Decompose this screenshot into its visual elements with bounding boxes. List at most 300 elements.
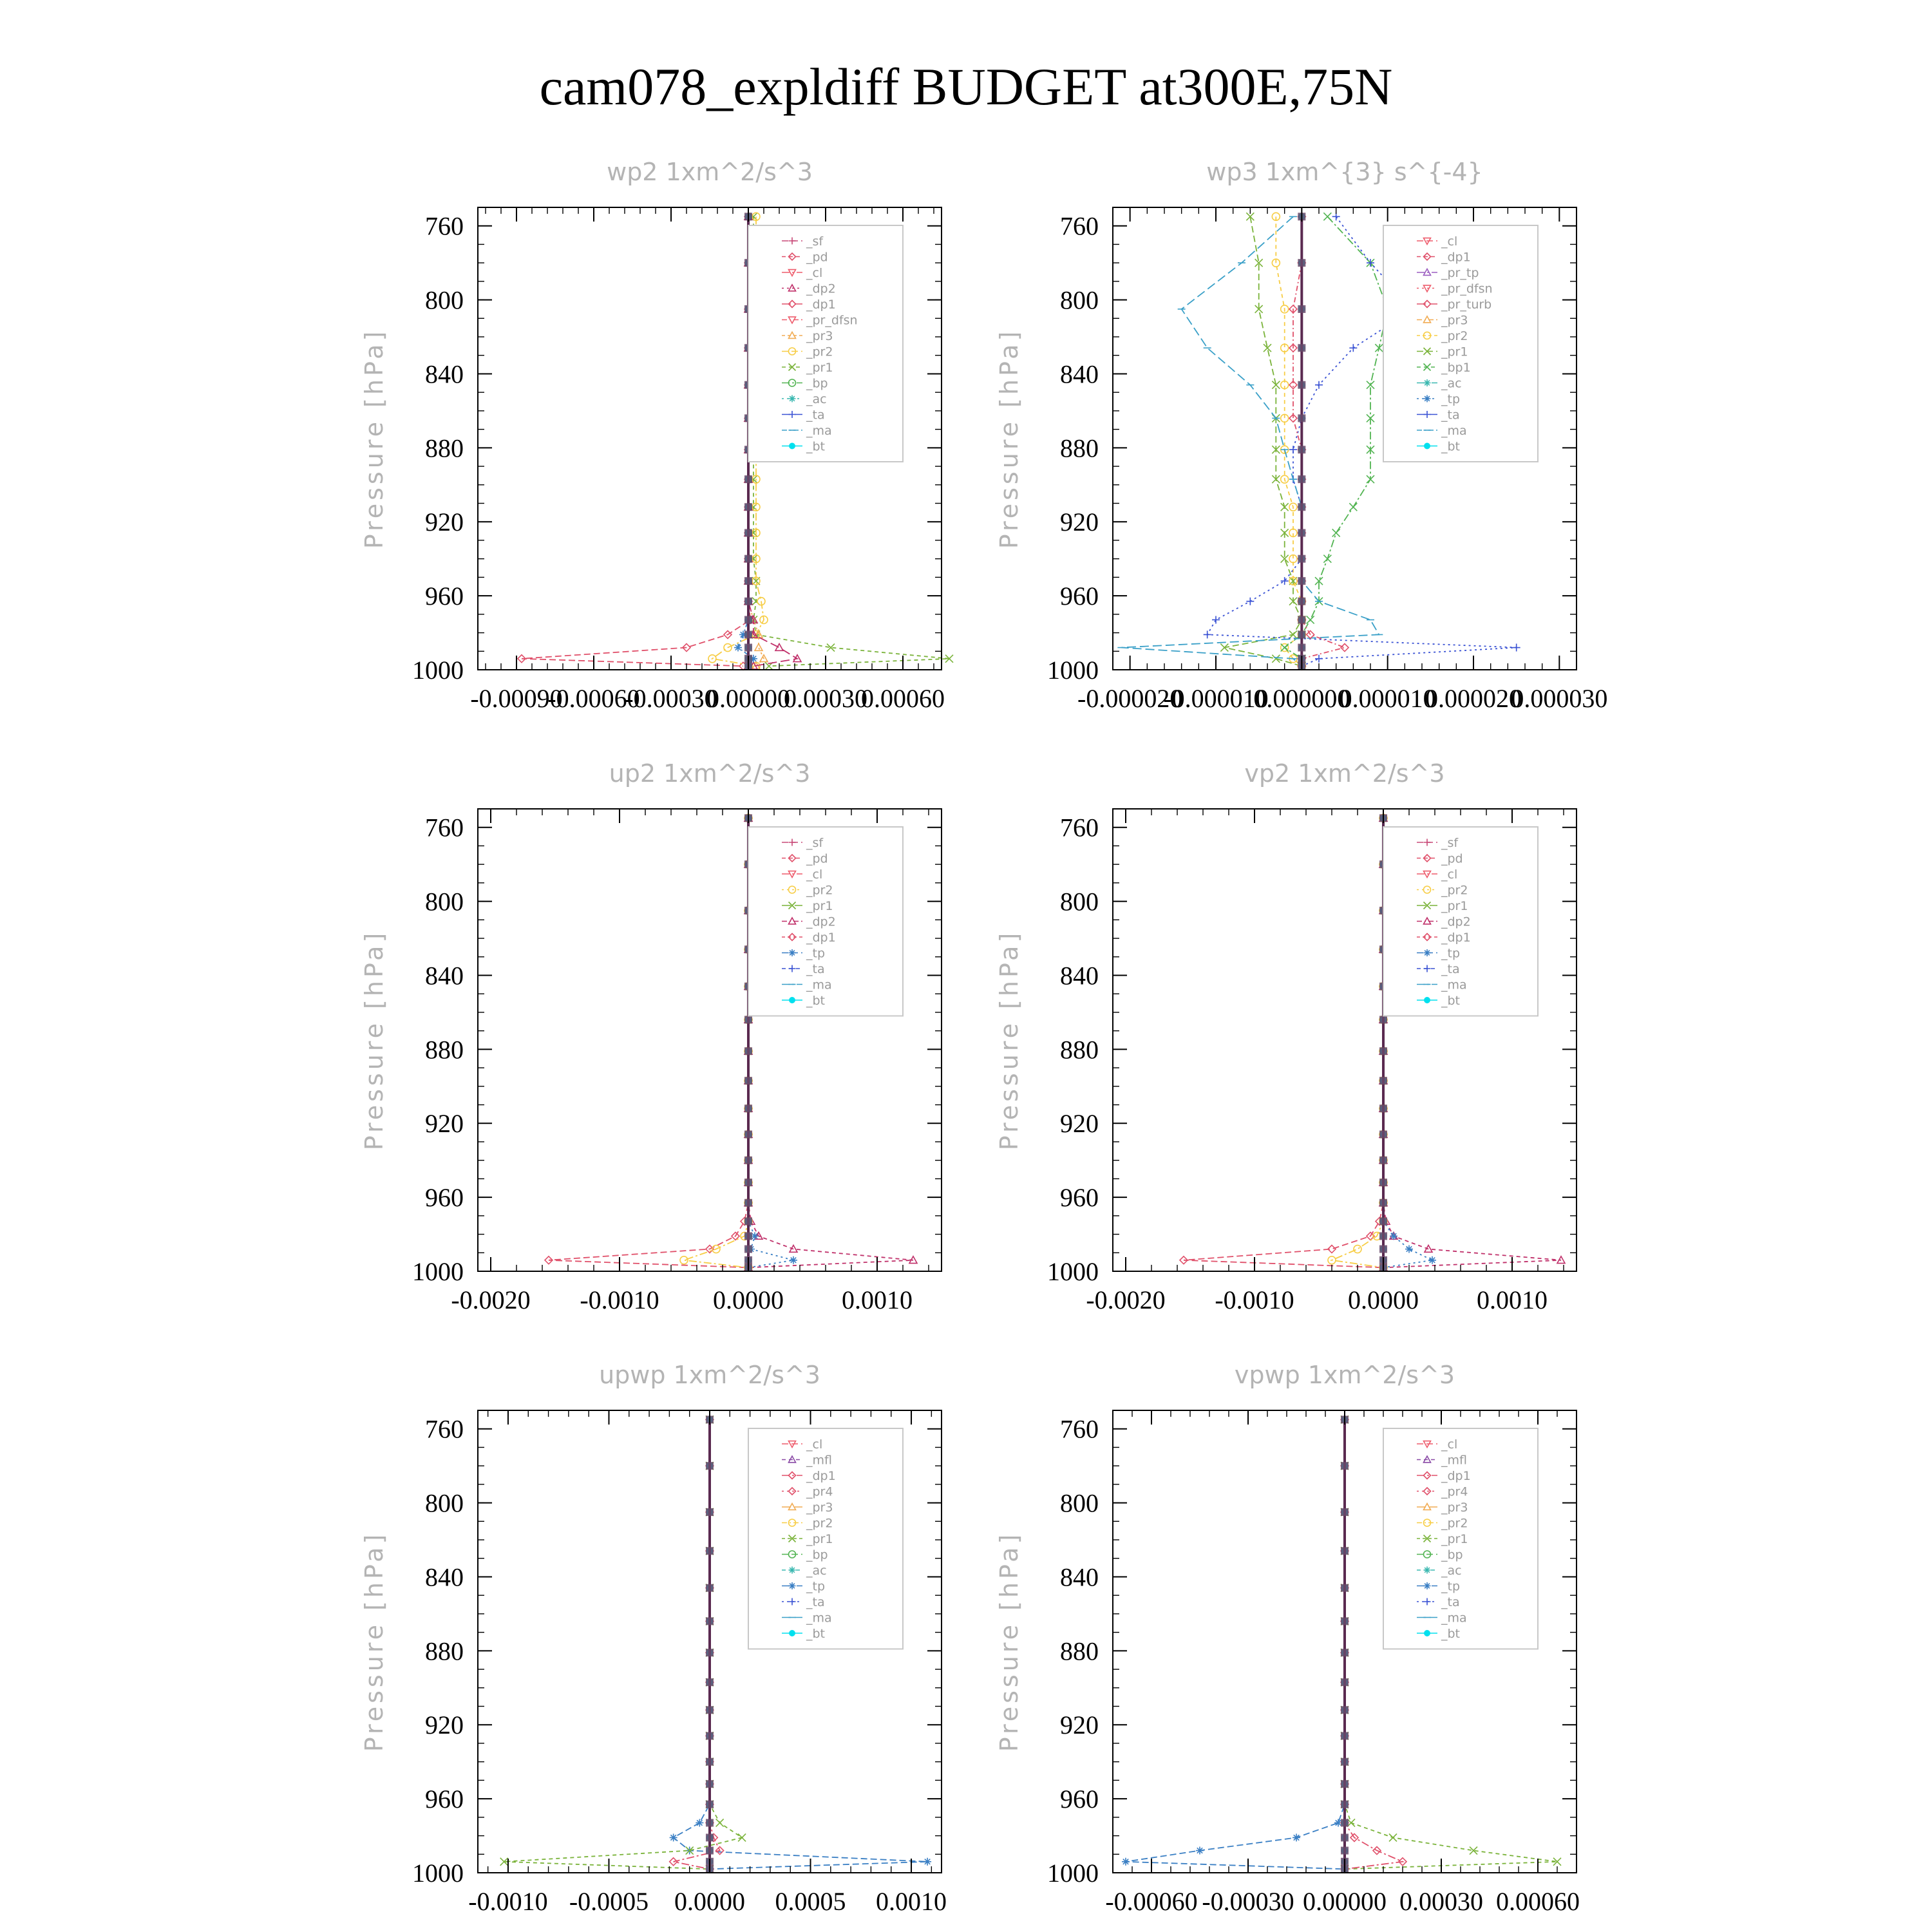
overlap-marker: [1341, 1780, 1349, 1788]
legend-label-_pr2: _pr2: [806, 883, 833, 898]
legend-label-_pr2: _pr2: [806, 345, 833, 359]
overlap-marker: [744, 1232, 752, 1240]
x-tick-label: 0.00030: [784, 684, 867, 713]
legend-label-_pr1: _pr1: [1441, 1532, 1468, 1546]
legend-label-_cl: _cl: [1441, 234, 1458, 249]
overlap-marker: [706, 1847, 714, 1855]
y-tick-label: 960: [1060, 582, 1099, 611]
legend-label-_tp: _tp: [1441, 392, 1461, 406]
legend-label-_bt: _bt: [1441, 994, 1461, 1008]
panel-6: [995, 1361, 1580, 1916]
overlap-marker: [744, 1047, 752, 1055]
overlap-marker: [1341, 1819, 1349, 1826]
x-tick-label: -0.0020: [451, 1285, 531, 1314]
legend-label-_dp2: _dp2: [1441, 914, 1471, 929]
y-tick-label: 960: [425, 582, 464, 611]
data-point-_tp: [1293, 1833, 1300, 1841]
panel-5: [360, 1361, 947, 1916]
overlap-marker: [1298, 644, 1305, 652]
y-axis-label: Pressure [hPa]: [995, 328, 1023, 549]
y-axis-label: Pressure [hPa]: [995, 1531, 1023, 1752]
legend: [1383, 827, 1538, 1016]
series-line-_dp1: [522, 216, 750, 666]
legend-label-_tp: _tp: [1441, 946, 1461, 961]
overlap-marker: [744, 616, 752, 623]
legend-marker-_bt: [789, 443, 795, 450]
overlap-marker: [1298, 381, 1305, 389]
y-axis-label: Pressure [hPa]: [360, 1531, 388, 1752]
legend-label-_dp1: _dp1: [1441, 1469, 1471, 1483]
legend-label-_cl: _cl: [806, 266, 823, 280]
y-tick-label: 1000: [1047, 1257, 1099, 1286]
legend-marker-_ac: [789, 395, 796, 402]
series-line-_pr2: [1276, 216, 1302, 666]
y-tick-label: 920: [425, 1710, 464, 1740]
overlap-marker: [706, 1547, 714, 1555]
data-point-_bp1: [1323, 213, 1331, 220]
legend-label-_ma: _ma: [1441, 424, 1467, 438]
legend-label-_mfl: _mfl: [1441, 1453, 1467, 1468]
legend-label-_tp: _tp: [806, 1579, 826, 1594]
legend-marker-_bt: [789, 997, 795, 1003]
legend-label-_ac: _ac: [806, 392, 827, 406]
legend-marker-_tp: [1424, 1582, 1431, 1589]
overlap-marker: [744, 1104, 752, 1112]
y-tick-label: 920: [1060, 1109, 1099, 1139]
legend-label-_bp1: _bp1: [1441, 361, 1471, 375]
overlap-marker: [1298, 259, 1305, 267]
x-tick-label: -0.00030: [625, 684, 717, 713]
legend-label-_pr4: _pr4: [806, 1484, 833, 1499]
data-point-_bp1: [1281, 644, 1289, 652]
legend-marker-_ac: [1424, 1567, 1431, 1574]
overlap-marker: [706, 1819, 714, 1826]
legend-label-_bt: _bt: [1441, 1627, 1461, 1641]
legend-label-_bt: _bt: [806, 439, 826, 454]
legend-label-_sf: _sf: [1441, 836, 1459, 850]
legend-marker-_tp: [789, 1582, 796, 1589]
y-tick-label: 920: [1060, 507, 1099, 537]
data-point-_dp2: [775, 644, 783, 651]
x-tick-label: 0.00060: [1496, 1887, 1580, 1916]
x-tick-label: -0.000010: [1163, 684, 1269, 713]
overlap-marker: [706, 1617, 714, 1625]
legend-label-_ma: _ma: [806, 1611, 832, 1625]
x-tick-label: 0.00060: [861, 684, 945, 713]
data-point-_pr1: [716, 1819, 724, 1826]
overlap-marker: [1341, 1847, 1349, 1855]
overlap-marker: [706, 1678, 714, 1686]
overlap-marker: [1341, 1801, 1349, 1808]
overlap-marker: [1298, 529, 1305, 536]
y-tick-label: 800: [425, 285, 464, 315]
y-tick-label: 1000: [1047, 1859, 1099, 1888]
legend-marker-_bt: [1424, 443, 1430, 450]
y-tick-label: 880: [425, 433, 464, 463]
legend: [748, 827, 903, 1016]
overlap-marker: [1379, 1179, 1387, 1186]
legend-label-_cl: _cl: [806, 1437, 823, 1452]
overlap-marker: [1298, 446, 1305, 453]
legend-label-_dp2: _dp2: [806, 281, 836, 296]
y-tick-label: 760: [425, 1414, 464, 1444]
legend-label-_ac: _ac: [1441, 1564, 1462, 1578]
legend-label-_ta: _ta: [1441, 1595, 1460, 1609]
series-line-_tp: [1126, 1419, 1345, 1869]
data-point-_pr1: [1272, 381, 1280, 389]
legend-label-_ta: _ta: [1441, 962, 1460, 976]
legend-label-_dp1: _dp1: [806, 298, 836, 312]
overlap-marker: [1379, 1104, 1387, 1112]
main-title: cam078_expldiff BUDGET at300E,75N: [539, 57, 1393, 116]
y-tick-label: 800: [425, 1488, 464, 1518]
legend-label-_bp: _bp: [1441, 1548, 1463, 1562]
legend-label-_cl: _cl: [1441, 867, 1458, 882]
legend-label-_ma: _ma: [806, 978, 832, 992]
legend-marker-_bt: [1424, 1630, 1430, 1636]
legend-label-_pr1: _pr1: [1441, 345, 1468, 359]
overlap-marker: [1379, 1217, 1387, 1225]
overlap-marker: [1341, 1706, 1349, 1714]
legend-label-_pr2: _pr2: [1441, 883, 1468, 898]
series-line-_pr2: [684, 818, 748, 1267]
y-tick-label: 960: [425, 1785, 464, 1814]
legend-marker-_ac: [789, 1567, 796, 1574]
x-tick-label: 0.0000: [713, 1285, 784, 1314]
series-line-_dp1: [549, 818, 748, 1267]
data-point-_pr2: [680, 1256, 688, 1264]
x-tick-label: 0.0005: [775, 1887, 846, 1916]
data-point-_tp: [670, 1833, 677, 1841]
legend-label-_ta: _ta: [806, 962, 825, 976]
legend-label-_ma: _ma: [1441, 978, 1467, 992]
legend-marker-_ac: [1424, 379, 1431, 386]
y-tick-label: 960: [1060, 1183, 1099, 1213]
legend: [748, 1428, 903, 1649]
y-tick-label: 920: [425, 507, 464, 537]
legend-label-_ta: _ta: [1441, 408, 1460, 422]
legend-label-_pr3: _pr3: [806, 329, 833, 343]
y-tick-label: 880: [1060, 1035, 1099, 1065]
panel-3: [360, 759, 942, 1314]
data-point-_tp: [1196, 1847, 1204, 1855]
x-tick-label: -0.00060: [1105, 1887, 1198, 1916]
overlap-marker: [706, 1584, 714, 1592]
y-tick-label: 1000: [412, 656, 464, 685]
overlap-marker: [744, 644, 752, 652]
x-tick-label: 0.0000: [674, 1887, 745, 1916]
legend-label-_tp: _tp: [1441, 1579, 1461, 1594]
panel-title: vpwp 1xm^2/s^3: [1234, 1361, 1455, 1389]
data-point-_tp: [923, 1858, 931, 1866]
x-tick-label: -0.0020: [1086, 1285, 1166, 1314]
overlap-marker: [706, 1758, 714, 1766]
legend: [1383, 225, 1538, 462]
legend-label-_pr2: _pr2: [806, 1516, 833, 1531]
overlap-marker: [744, 475, 752, 483]
legend-label-_pd: _pd: [1441, 851, 1463, 866]
x-tick-label: 0.000010: [1339, 684, 1436, 713]
legend-marker-_tp: [1424, 395, 1431, 402]
legend-marker-_bt: [1424, 997, 1430, 1003]
y-tick-label: 760: [1060, 813, 1099, 842]
y-tick-label: 960: [425, 1183, 464, 1213]
overlap-marker: [744, 1130, 752, 1138]
x-tick-label: -0.0005: [569, 1887, 649, 1916]
overlap-marker: [744, 1157, 752, 1164]
y-tick-label: 760: [1060, 1414, 1099, 1444]
overlap-marker: [1341, 1617, 1349, 1625]
y-tick-label: 760: [425, 211, 464, 241]
overlap-marker: [1341, 1547, 1349, 1555]
legend-label-_pr1: _pr1: [806, 1532, 833, 1546]
overlap-marker: [1341, 1508, 1349, 1516]
legend-label-_pr_tp: _pr_tp: [1441, 266, 1479, 280]
overlap-marker: [1298, 555, 1305, 563]
overlap-marker: [1298, 630, 1305, 638]
legend-label-_pr2: _pr2: [1441, 329, 1468, 343]
panel-4: [995, 759, 1577, 1314]
overlap-marker: [1341, 1678, 1349, 1686]
legend-label-_ac: _ac: [1441, 376, 1462, 391]
overlap-marker: [1379, 1130, 1387, 1138]
y-tick-label: 840: [425, 1562, 464, 1592]
overlap-marker: [706, 1801, 714, 1808]
legend-label-_pr4: _pr4: [1441, 1484, 1468, 1499]
legend-label-_ta: _ta: [806, 1595, 825, 1609]
overlap-marker: [744, 1179, 752, 1186]
y-tick-label: 880: [1060, 1636, 1099, 1666]
overlap-marker: [1341, 1649, 1349, 1656]
data-point-_tp: [1122, 1858, 1130, 1866]
legend-label-_pr_turb: _pr_turb: [1441, 298, 1492, 312]
overlap-marker: [1298, 305, 1305, 313]
x-tick-label: -0.0010: [580, 1285, 659, 1314]
y-axis-label: Pressure [hPa]: [360, 328, 388, 549]
overlap-marker: [744, 598, 752, 605]
y-tick-label: 760: [425, 813, 464, 842]
overlap-marker: [1379, 1047, 1387, 1055]
data-point-_ta: [1289, 446, 1297, 453]
legend-label-_bt: _bt: [806, 1627, 826, 1641]
y-tick-label: 1000: [412, 1859, 464, 1888]
legend-label-_pr_dfsn: _pr_dfsn: [806, 313, 858, 328]
legend-marker-_tp: [1424, 949, 1431, 956]
panel-title: upwp 1xm^2/s^3: [599, 1361, 820, 1389]
overlap-marker: [1341, 1758, 1349, 1766]
overlap-marker: [744, 503, 752, 511]
legend-label-_pr1: _pr1: [806, 899, 833, 913]
overlap-marker: [1379, 1077, 1387, 1084]
overlap-marker: [706, 1833, 714, 1841]
data-point-_bp1: [1332, 529, 1340, 536]
x-tick-label: 0.0010: [842, 1285, 913, 1314]
overlap-marker: [744, 1245, 752, 1253]
legend-label-_pr1: _pr1: [806, 361, 833, 375]
data-point-_pr1: [1272, 655, 1280, 663]
y-tick-label: 760: [1060, 211, 1099, 241]
legend-label-_sf: _sf: [806, 836, 824, 850]
legend-label-_dp1: _dp1: [1441, 250, 1471, 265]
data-point-_pr1: [1264, 344, 1271, 352]
overlap-marker: [1379, 1157, 1387, 1164]
overlap-marker: [1298, 577, 1305, 585]
overlap-marker: [744, 630, 752, 638]
data-point-_tp: [734, 644, 742, 652]
y-tick-label: 1000: [1047, 656, 1099, 685]
overlap-marker: [744, 577, 752, 585]
y-tick-label: 800: [1060, 887, 1099, 916]
panel-1: [360, 158, 953, 713]
legend-label-_bp: _bp: [806, 1548, 828, 1562]
overlap-marker: [1341, 1833, 1349, 1841]
panel-title: wp3 1xm^{3} s^{-4}: [1206, 158, 1483, 186]
panel-2: [995, 158, 1607, 713]
legend-label-_ac: _ac: [806, 1564, 827, 1578]
data-point-_tp: [1405, 1245, 1413, 1253]
y-tick-label: 840: [425, 961, 464, 990]
data-point-_pr2: [1354, 1245, 1361, 1253]
x-tick-label: -0.0010: [1215, 1285, 1294, 1314]
overlap-marker: [1298, 414, 1305, 422]
legend-label-_mfl: _mfl: [806, 1453, 832, 1468]
y-axis-label: Pressure [hPa]: [360, 929, 388, 1151]
legend-label-_pr3: _pr3: [806, 1501, 833, 1515]
legend-label-_ta: _ta: [806, 408, 825, 422]
overlap-marker: [1379, 1016, 1387, 1023]
data-point-_tp: [696, 1819, 703, 1826]
legend-label-_pr_dfsn: _pr_dfsn: [1441, 281, 1493, 296]
overlap-marker: [706, 1732, 714, 1739]
overlap-marker: [706, 1706, 714, 1714]
legend-label-_pr1: _pr1: [1441, 899, 1468, 913]
legend-label-_dp1: _dp1: [806, 931, 836, 945]
overlap-marker: [1341, 1462, 1349, 1470]
data-point-_dp1: [1341, 644, 1349, 652]
x-tick-label: 0.0010: [876, 1887, 947, 1916]
x-tick-label: -0.00060: [547, 684, 640, 713]
data-point-_bp1: [1323, 555, 1331, 563]
data-point-_tp: [1428, 1256, 1436, 1264]
y-tick-label: 800: [425, 887, 464, 916]
legend-label-_tp: _tp: [806, 946, 826, 961]
data-point-_pr1: [1281, 503, 1289, 511]
overlap-marker: [1298, 503, 1305, 511]
overlap-marker: [1341, 1584, 1349, 1592]
y-tick-label: 880: [425, 1636, 464, 1666]
overlap-marker: [1298, 344, 1305, 352]
legend-label-_pr2: _pr2: [1441, 1516, 1468, 1531]
y-tick-label: 920: [425, 1109, 464, 1139]
legend-label-_dp1: _dp1: [1441, 931, 1471, 945]
data-point-_ta: [1246, 598, 1254, 605]
overlap-marker: [744, 1016, 752, 1023]
overlap-marker: [706, 1780, 714, 1788]
data-point-_ta: [1513, 644, 1520, 652]
legend-label-_pr3: _pr3: [1441, 1501, 1468, 1515]
overlap-marker: [1379, 1199, 1387, 1207]
x-tick-label: 0.000030: [1511, 684, 1608, 713]
overlap-marker: [744, 1217, 752, 1225]
x-tick-label: 0.0000: [1348, 1285, 1419, 1314]
x-tick-label: -0.000020: [1077, 684, 1183, 713]
x-tick-label: 0.000020: [1425, 684, 1522, 713]
panel-title: wp2 1xm^2/s^3: [607, 158, 813, 186]
overlap-marker: [1379, 1245, 1387, 1253]
data-point-_ta: [1204, 630, 1211, 638]
legend-label-_dp1: _dp1: [806, 1469, 836, 1483]
x-tick-label: -0.00090: [470, 684, 563, 713]
data-point-_pr1: [738, 1833, 746, 1841]
legend-label-_ma: _ma: [1441, 1611, 1467, 1625]
overlap-marker: [744, 1199, 752, 1207]
data-point-_tp: [1390, 1232, 1397, 1240]
data-point-_pr3: [755, 644, 762, 651]
legend-label-_pd: _pd: [806, 851, 828, 866]
series-line-_dp1: [1184, 818, 1383, 1267]
data-point-_ta: [1281, 577, 1289, 585]
overlap-marker: [1298, 475, 1305, 483]
panel-title: up2 1xm^2/s^3: [609, 759, 811, 788]
legend-label-_pr3: _pr3: [1441, 313, 1468, 328]
y-tick-label: 800: [1060, 1488, 1099, 1518]
overlap-marker: [1298, 598, 1305, 605]
overlap-marker: [706, 1462, 714, 1470]
overlap-marker: [744, 555, 752, 563]
overlap-marker: [744, 1077, 752, 1084]
legend-marker-_tp: [789, 949, 796, 956]
data-point-_ta: [1212, 616, 1220, 623]
overlap-marker: [1379, 1232, 1387, 1240]
legend-label-_ma: _ma: [806, 424, 832, 438]
legend-label-_pd: _pd: [806, 250, 828, 265]
legend-marker-_bt: [789, 1630, 795, 1636]
y-axis-label: Pressure [hPa]: [995, 929, 1023, 1151]
y-tick-label: 840: [1060, 359, 1099, 389]
data-point-_bp1: [1307, 616, 1314, 623]
legend-label-_cl: _cl: [806, 867, 823, 882]
x-tick-label: 0.00000: [1303, 1887, 1387, 1916]
legend: [1383, 1428, 1538, 1649]
y-tick-label: 840: [1060, 1562, 1099, 1592]
y-tick-label: 880: [425, 1035, 464, 1065]
data-point-_ta: [1332, 213, 1340, 220]
data-point-_pr1: [1389, 1833, 1397, 1841]
series-line-_pr2: [1332, 818, 1383, 1267]
x-tick-label: 0.00000: [706, 684, 790, 713]
y-tick-label: 960: [1060, 1785, 1099, 1814]
legend: [748, 225, 903, 462]
data-point-_ta: [1315, 655, 1323, 663]
y-tick-label: 840: [1060, 961, 1099, 990]
x-tick-label: 0.000000: [1253, 684, 1350, 713]
legend-label-_bp: _bp: [806, 376, 828, 391]
overlap-marker: [706, 1508, 714, 1516]
data-point-_tp: [790, 1256, 797, 1264]
y-tick-label: 840: [425, 359, 464, 389]
overlap-marker: [706, 1649, 714, 1656]
overlap-marker: [1341, 1732, 1349, 1739]
legend-label-_cl: _cl: [1441, 1437, 1458, 1452]
legend-label-_bt: _bt: [806, 994, 826, 1008]
x-tick-label: 0.0010: [1477, 1285, 1548, 1314]
y-tick-label: 1000: [412, 1257, 464, 1286]
y-tick-label: 880: [1060, 433, 1099, 463]
legend-label-_dp2: _dp2: [806, 914, 836, 929]
x-tick-label: 0.00030: [1399, 1887, 1483, 1916]
x-tick-label: -0.0010: [468, 1887, 548, 1916]
x-tick-label: -0.00030: [1202, 1887, 1294, 1916]
